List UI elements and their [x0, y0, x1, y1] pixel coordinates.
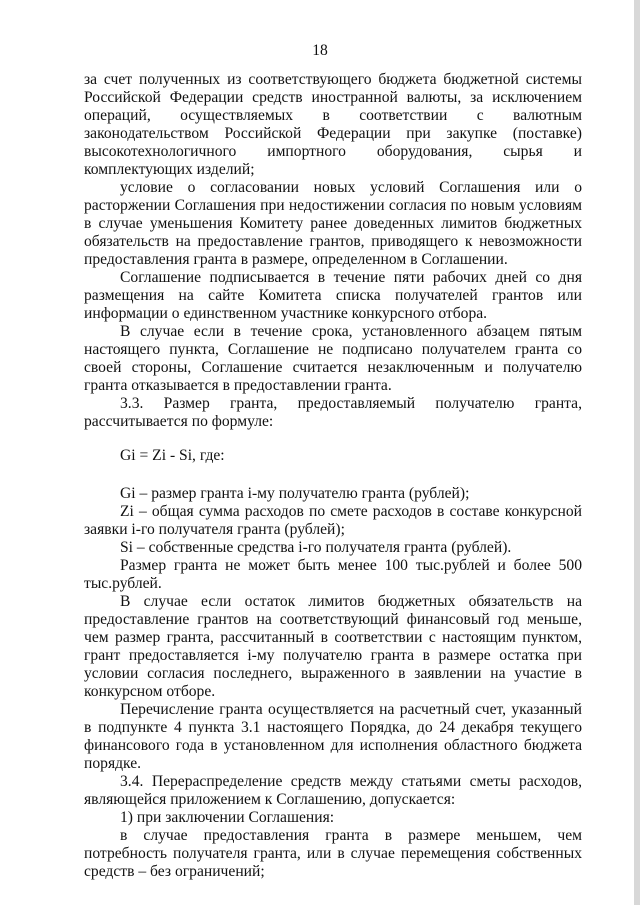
formula-definition: Gi – размер гранта i-му получателю гранта (рублей); — [120, 485, 470, 502]
paragraph: Перечисление гранта осуществляется на расчетный счет, указанный в подпункте 4 пункта 3.1 настоящего Порядка, до 24 декабря текущего финансового года в установленном для исполнения областного бюджета порядке. — [84, 701, 582, 772]
formula-definition: Si – собственные средства i-го получателя гранта (рублей). — [120, 539, 512, 556]
section-3-3-paragraph: 3.3. Размер гранта, предоставляемый получателю гранта, рассчитывается по формуле: — [84, 395, 582, 430]
paragraph: условие о согласовании новых условий Соглашения или о расторжении Соглашения при недостижении согласия по новым условиям в случае уменьшения Комитету ранее доведенных лимитов бюджетных обязательств на предоставление грантов, приводящего к невозможности предоставления гранта в размере, определенном в Соглашении. — [84, 179, 582, 268]
paragraph: В случае если остаток лимитов бюджетных обязательств на предоставление грантов на соответствующий финансовый год меньше, чем размер гранта, рассчитанный в соответствии с настоящим пунктом, грант предоставляется i-му получателю гранта в размере остатка при условии согласия последнего, выраженного в заявлении на участие в конкурсном отборе. — [84, 593, 582, 700]
paragraph: в случае предоставления гранта в размере меньшем, чем потребность получателя гранта, или в случае перемещения собственных средств – без ограничений; — [84, 827, 582, 880]
paragraph: за счет полученных из соответствующего бюджета бюджетной системы Российской Федерации средств иностранной валюты, за исключением операций, осуществляемых в соответствии с валютным законодательством Российской Федерации при закупке (поставке) высокотехнологичного импортного оборудования, сырья и комплектующих изделий; — [84, 71, 582, 178]
document-body — [84, 71, 582, 881]
paragraph: Соглашение подписывается в течение пяти рабочих дней со дня размещения на сайте Комитета списка получателей грантов или информации о единственном участнике конкурсного отбора. — [84, 269, 582, 322]
paragraph: В случае если в течение срока, установленного абзацем пятым настоящего пункта, Соглашение не подписано получателем гранта со своей стороны, Соглашение считается незаключенным и получателю гранта отказывается в предоставлении гранта. — [84, 323, 582, 394]
list-item: 1) при заключении Соглашения: — [120, 809, 335, 826]
section-3-4-paragraph: 3.4. Перераспределение средств между статьями сметы расходов, являющейся приложением к Соглашению, допускается: — [84, 773, 582, 808]
formula-definition: Zi – общая сумма расходов по смете расходов в составе конкурсной заявки i-го получателя гранта (рублей); — [84, 503, 582, 538]
page-number: 18 — [312, 42, 328, 59]
paragraph: Размер гранта не может быть менее 100 тыс.рублей и более 500 тыс.рублей. — [84, 557, 582, 592]
scan-edge-shadow — [634, 0, 640, 905]
formula: Gi = Zi - Si, где: — [120, 447, 225, 464]
